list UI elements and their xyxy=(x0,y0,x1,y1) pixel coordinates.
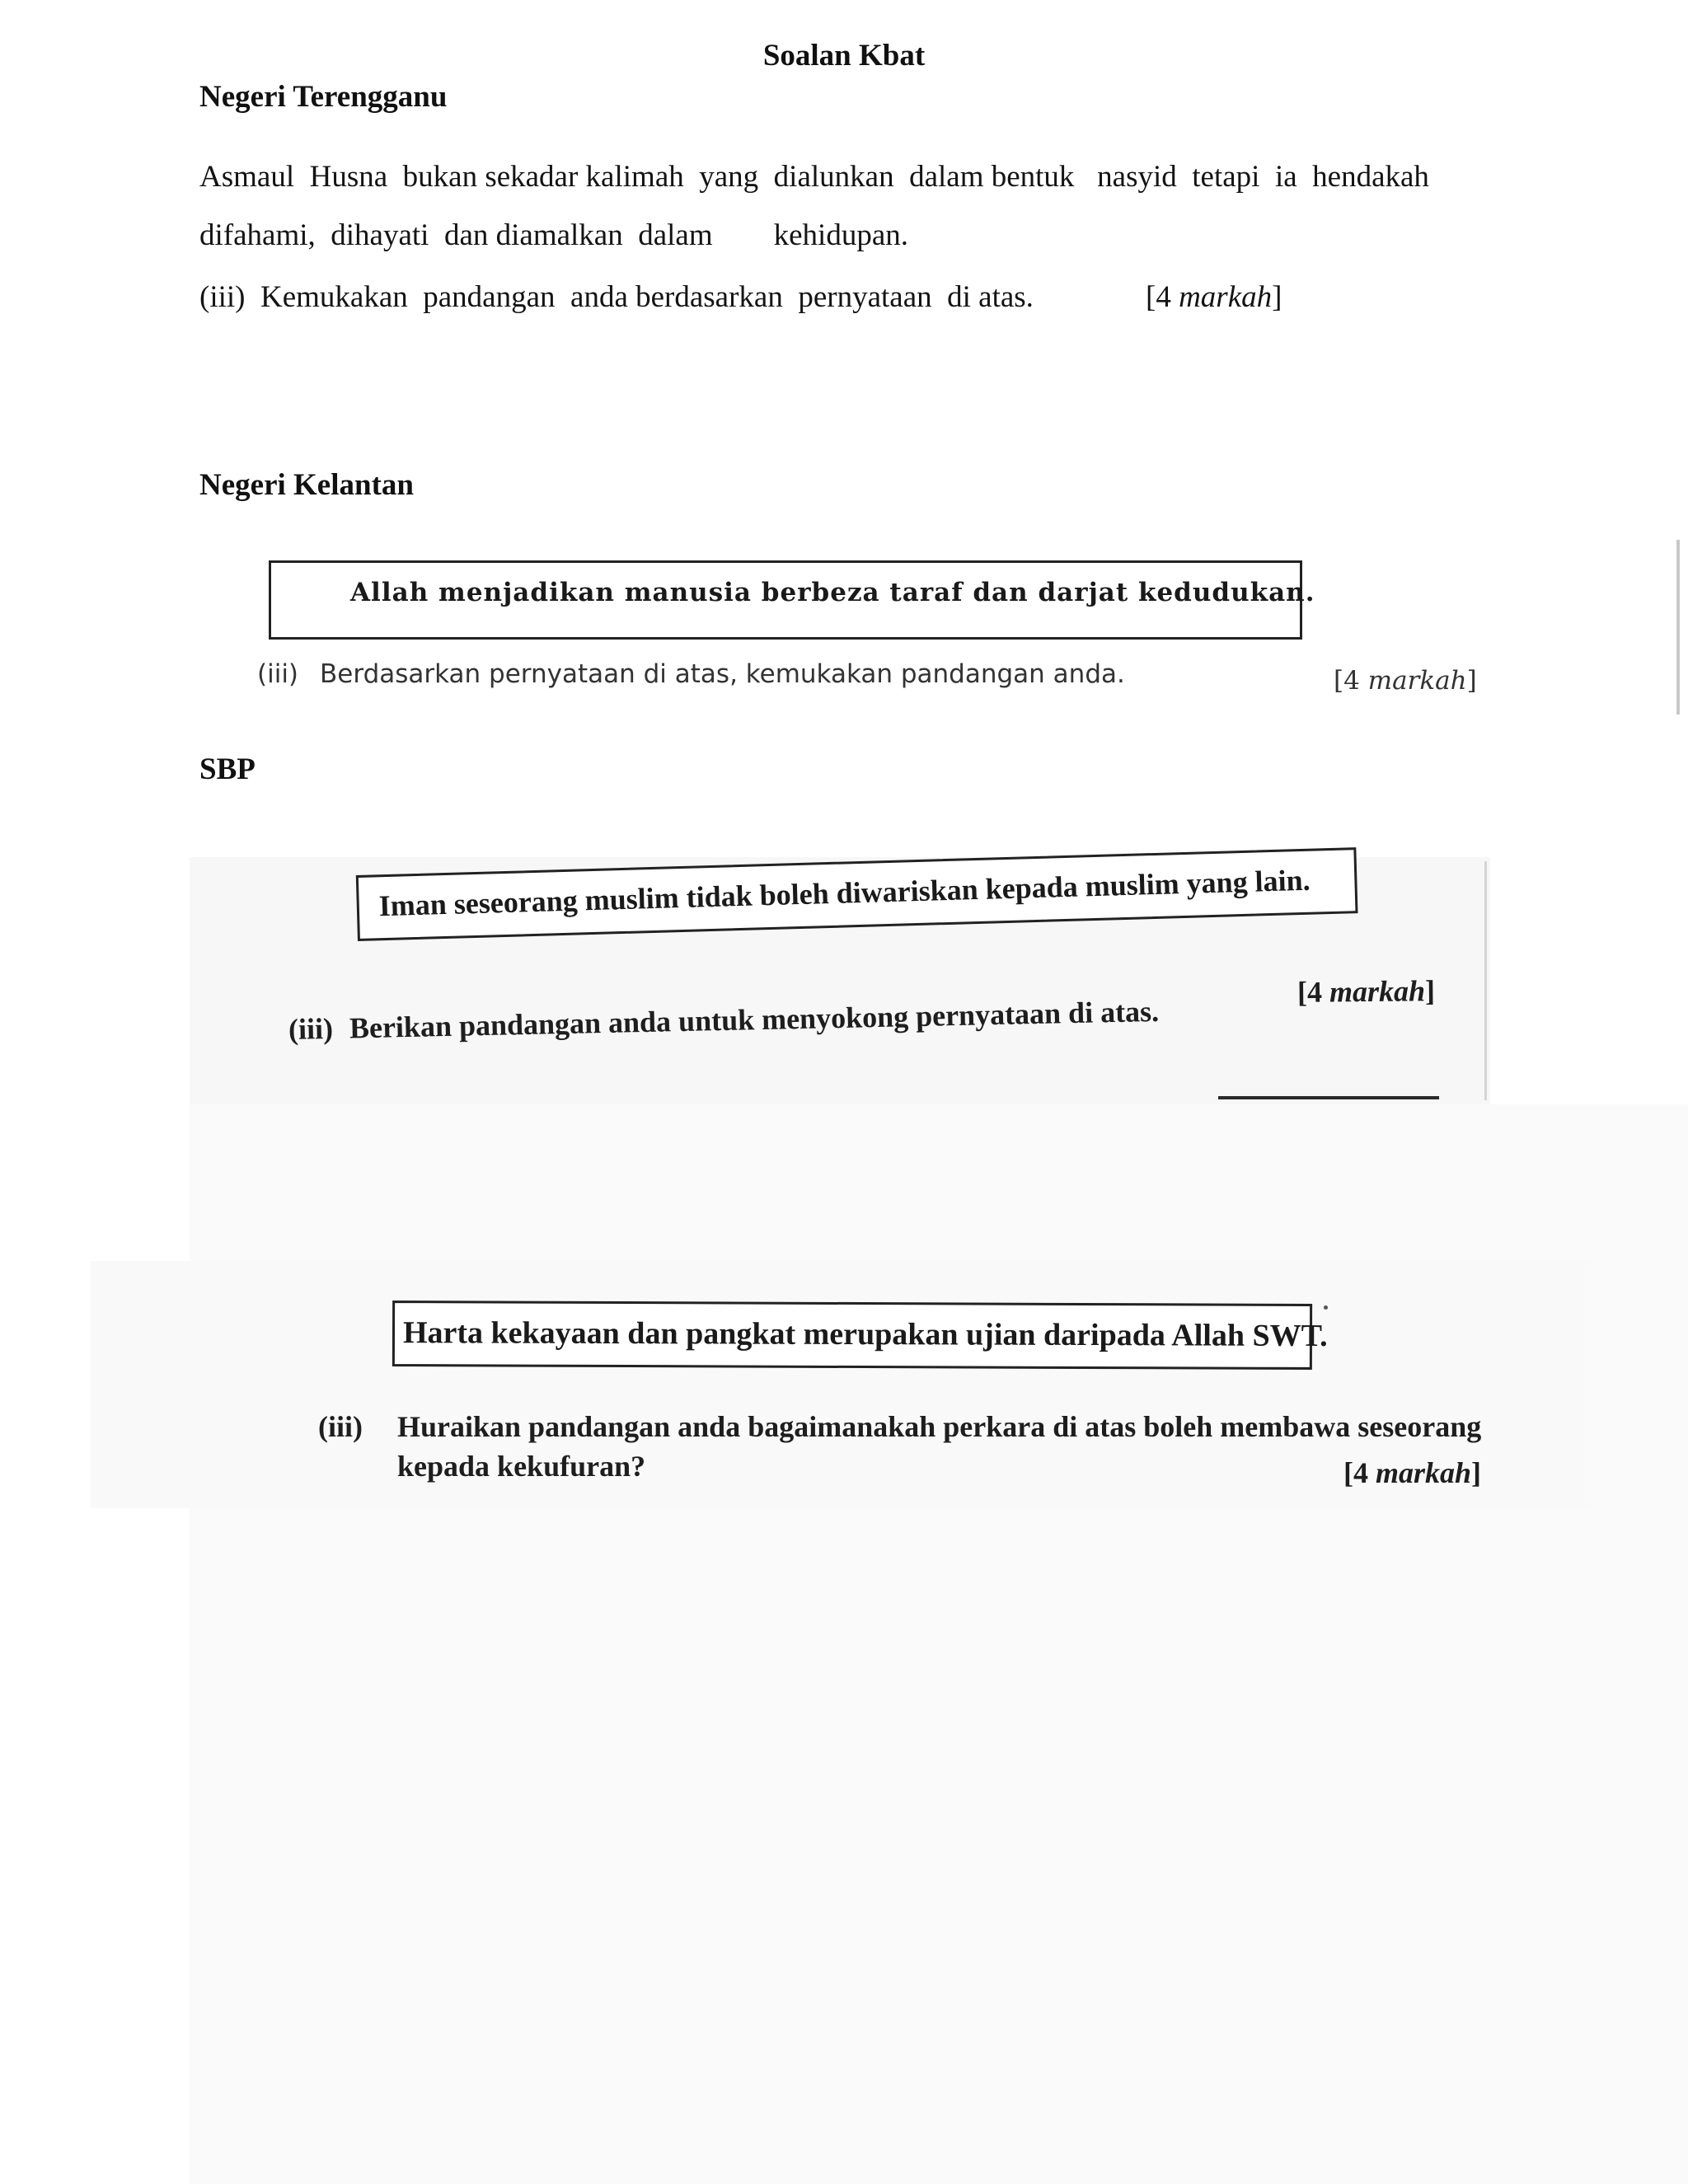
terengganu-marks xyxy=(1146,279,1282,315)
marks-word: markah xyxy=(1376,1456,1472,1489)
marks-word: markah xyxy=(1179,280,1273,314)
marks-word: markah xyxy=(1367,666,1467,696)
sbp-2-statement-box: Harta kekayaan dan pangkat merupakan ujian daripada Allah SWT. xyxy=(392,1301,1312,1370)
marks-close: ] xyxy=(1466,666,1477,696)
section-heading-sbp: SBP xyxy=(199,752,256,786)
section-heading-kelantan: Negeri Kelantan xyxy=(199,468,414,502)
terengganu-question: (iii) Kemukakan pandangan anda berdasarkan pernyataan di atas. xyxy=(199,280,1034,314)
terengganu-statement-line-1: Asmaul Husna bukan sekadar kalimah yang dialunkan dalam bentuk nasyid tetapi ia hendakah xyxy=(199,160,1429,194)
scan-edge xyxy=(1484,861,1487,1100)
sbp-statement-box: Iman seseorang muslim tidak boleh diwariskan kepada muslim yang lain. xyxy=(356,847,1358,941)
question-number: (iii) xyxy=(288,1011,334,1046)
terengganu-statement-line-2: difahami, dihayati dan diamalkan dalam kehidupan. xyxy=(199,218,908,252)
kelantan-marks xyxy=(1334,666,1477,696)
marks-word: markah xyxy=(1329,974,1426,1009)
kelantan-question xyxy=(257,659,1125,689)
page-title: Soalan Kbat xyxy=(762,39,926,73)
section-heading-terengganu: Negeri Terengganu xyxy=(199,80,448,114)
kelantan-statement-box: Allah menjadikan manusia berbeza taraf dan darjat kedudukan. xyxy=(269,560,1302,640)
marks-close: ] xyxy=(1471,1456,1482,1489)
question-text: Berikan pandangan anda untuk menyokong pernyataan di atas. xyxy=(349,994,1160,1045)
question-text-line-1: Huraikan pandangan anda bagaimanakah perkara di atas boleh membawa seseorang xyxy=(397,1410,1482,1443)
marks-close: ] xyxy=(1272,280,1282,314)
marks-open: [4 xyxy=(1146,280,1179,314)
scan-edge xyxy=(1676,540,1680,715)
sbp-2-question-line-2: kepada kekufuran? xyxy=(397,1450,646,1483)
question-text: Berdasarkan pernyataan di atas, kemukakan pandangan anda. xyxy=(320,659,1125,689)
sbp-2-marks xyxy=(1343,1455,1481,1490)
scan-speck xyxy=(1324,1305,1328,1310)
answer-line xyxy=(1218,1096,1439,1099)
marks-open: [4 xyxy=(1334,666,1368,696)
question-number: (iii) xyxy=(257,659,299,689)
question-number: (iii) xyxy=(318,1410,363,1443)
marks-open: [4 xyxy=(1296,975,1330,1009)
sbp-marks xyxy=(1297,973,1435,1010)
marks-open: [4 xyxy=(1343,1456,1376,1489)
marks-close: ] xyxy=(1424,974,1436,1008)
